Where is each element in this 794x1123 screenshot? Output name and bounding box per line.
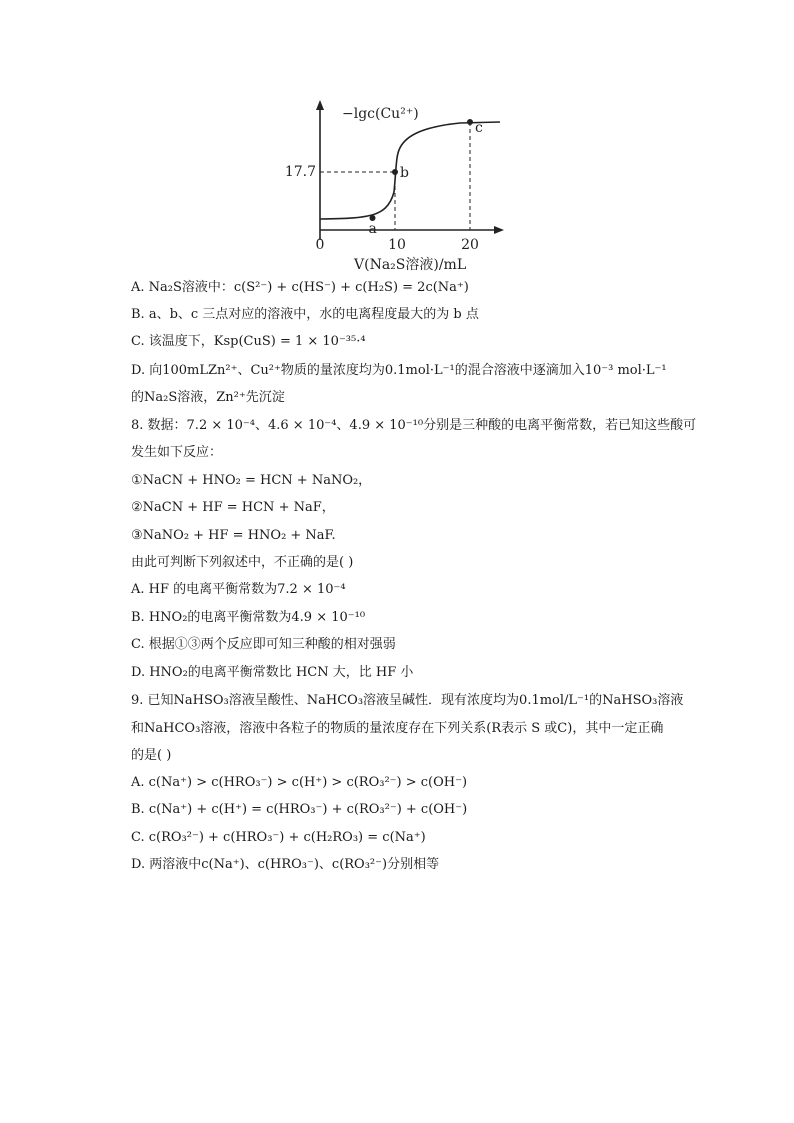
q9-stem-line2: 和NaHCO₃溶液，溶液中各粒子的物质的量浓度存在下列关系(R表示 S 或C)，其中一定正确 (131, 721, 664, 736)
q7-option-d-line2: 的Na₂S溶液，Zn²⁺先沉淀 (131, 390, 285, 405)
q7-option-c: C. 该温度下，Ksp(CuS) = 1 × 10⁻³⁵·⁴ (131, 334, 366, 349)
x-tick-label: 10 (388, 237, 406, 253)
x-tick-label: 0 (315, 237, 325, 253)
x-axis-arrow (494, 226, 504, 234)
y-tick-label: 17.7 (284, 164, 316, 180)
q7-option-a: A. Na₂S溶液中：c(S²⁻) + c(HS⁻) + c(H₂S) = 2c(Na⁺) (131, 280, 469, 295)
q9-stem-line1: 9. 已知NaHSO₃溶液呈酸性、NaHCO₃溶液呈碱性．现有浓度均为0.1mol/L⁻¹的NaHSO₃溶液 (131, 693, 684, 708)
q8-question: 由此可判断下列叙述中，不正确的是( ) (131, 555, 354, 570)
q8-option-a: A. HF 的电离平衡常数为7.2 × 10⁻⁴ (131, 582, 346, 597)
q7-option-b: B. a、b、c 三点对应的溶液中，水的电离程度最大的为 b 点 (131, 307, 479, 322)
q7-option-d-line1: D. 向100mLZn²⁺、Cu²⁺物质的量浓度均为0.1mol·L⁻¹的混合溶液中逐滴加入10⁻³ mol·L⁻¹ (131, 363, 667, 378)
q9-option-c: C. c(RO₃²⁻) + c(HRO₃⁻) + c(H₂RO₃) = c(Na⁺) (131, 830, 426, 845)
q8-reaction-2: ②NaCN + HF = HCN + NaF， (131, 500, 335, 515)
point-b-label: b (400, 165, 409, 181)
titration-curve-figure (284, 92, 520, 274)
x-axis-label: V(Na₂S溶液)/mL (354, 257, 467, 273)
point-c-label: c (475, 120, 483, 136)
q9-option-a: A. c(Na⁺) > c(HRO₃⁻) > c(H⁺) > c(RO₃²⁻) > c(OH⁻) (131, 775, 468, 790)
q8-reaction-3: ③NaNO₂ + HF = HNO₂ + NaF. (131, 528, 336, 543)
q8-stem-line1: 8. 数据：7.2 × 10⁻⁴、4.6 × 10⁻⁴、4.9 × 10⁻¹⁰分别是三种酸的电离平衡常数，若已知这些酸可 (131, 418, 697, 433)
q9-option-b: B. c(Na⁺) + c(H⁺) = c(HRO₃⁻) + c(RO₃²⁻) + c(OH⁻) (131, 802, 468, 817)
q8-stem-line2: 发生如下反应： (131, 445, 223, 460)
q8-option-c: C. 根据①③两个反应即可知三种酸的相对强弱 (131, 637, 396, 652)
q9-stem-line3: 的是( ) (131, 748, 172, 763)
y-axis-label: −lgc(Cu²⁺) (342, 106, 419, 122)
titration-curve-chart (284, 92, 520, 274)
y-axis-arrow (316, 100, 324, 110)
titration-curve (320, 122, 500, 219)
x-tick-label: 20 (461, 237, 479, 253)
q9-option-d: D. 两溶液中c(Na⁺)、c(HRO₃⁻)、c(RO₃²⁻)分别相等 (131, 857, 440, 872)
point-c (467, 119, 473, 125)
point-a-label: a (368, 221, 377, 237)
q8-option-d: D. HNO₂的电离平衡常数比 HCN 大，比 HF 小 (131, 665, 414, 680)
point-b (392, 169, 398, 175)
q8-reaction-1: ①NaCN + HNO₂ = HCN + NaNO₂， (131, 473, 372, 488)
q8-option-b: B. HNO₂的电离平衡常数为4.9 × 10⁻¹⁰ (131, 610, 366, 625)
